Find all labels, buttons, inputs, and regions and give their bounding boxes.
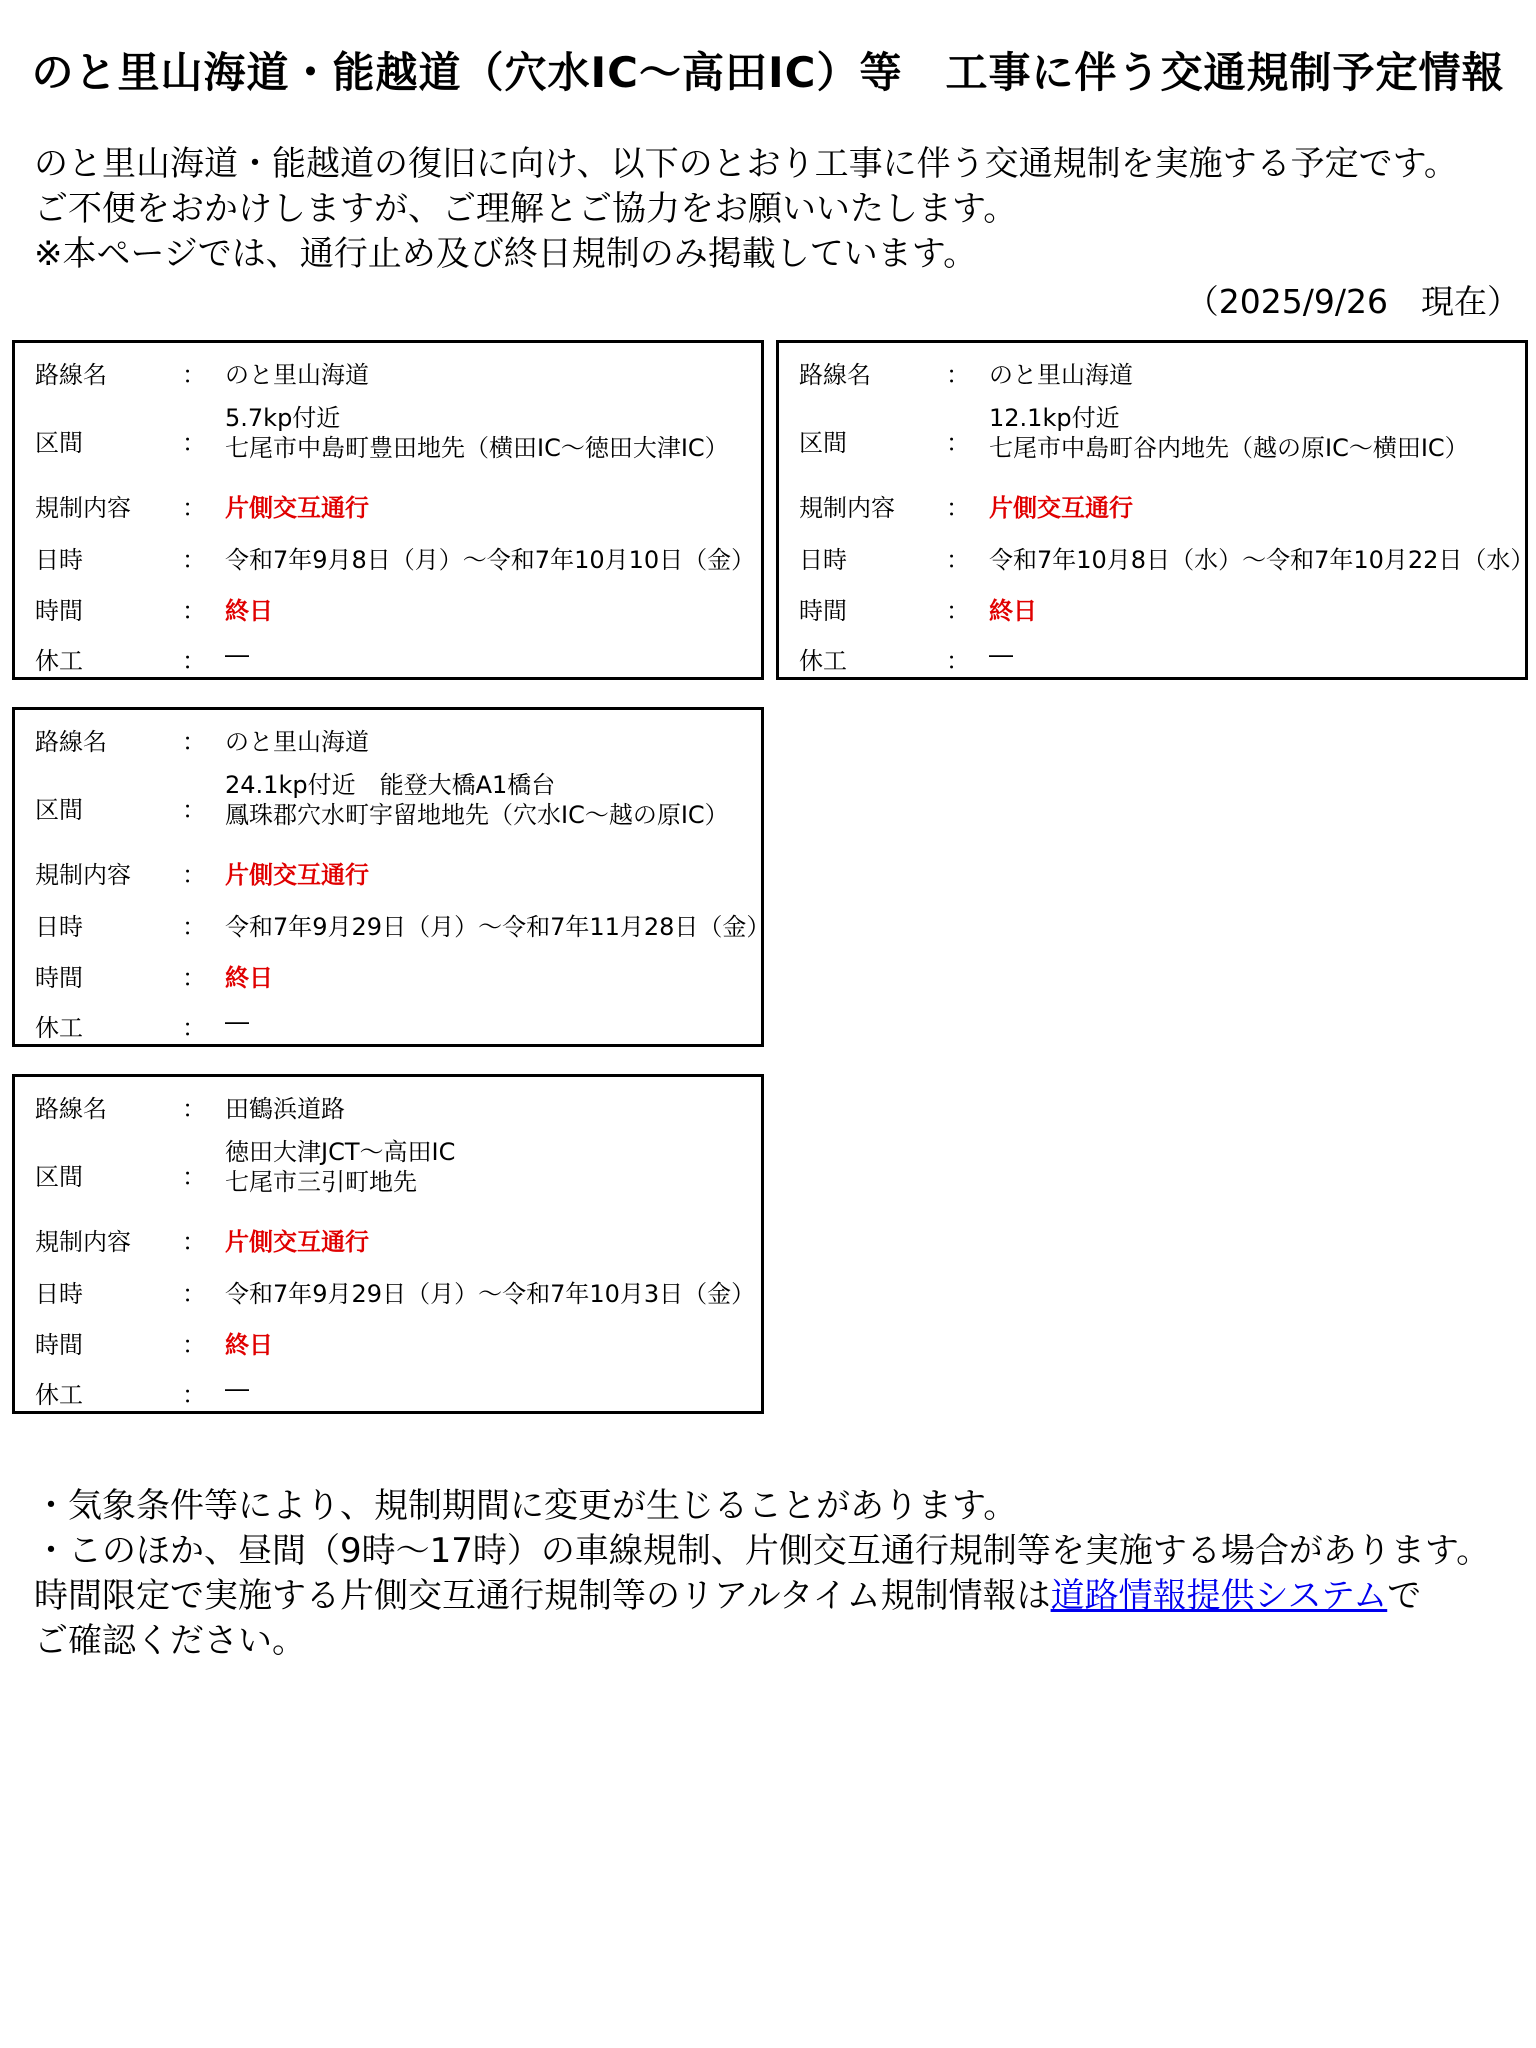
- note-line: [34, 1574, 1490, 1619]
- note-text: 時間限定で実施する片側交互通行規制等のリアルタイム規制情報は: [34, 1576, 1051, 1616]
- section-line: 七尾市中島町豊田地先（横田IC～徳田大津IC）: [225, 434, 729, 462]
- notes: [34, 1484, 1490, 1664]
- intro-text: [34, 142, 1458, 277]
- route-value: のと里山海道: [225, 728, 369, 756]
- time-value: 終日: [225, 597, 273, 625]
- regulation-value: 片側交互通行: [225, 494, 369, 522]
- regulation-label: 規制内容: [35, 1228, 131, 1256]
- note-line: ご確認ください。: [34, 1621, 306, 1661]
- separator: ：: [182, 1381, 206, 1409]
- separator: ：: [182, 1095, 206, 1123]
- regulation-card-2: [776, 340, 1535, 680]
- regulation-value: 片側交互通行: [225, 861, 369, 889]
- separator: ：: [182, 1163, 206, 1191]
- page-title: のと里山海道・能越道（穴水IC～高田IC）等 工事に伴う交通規制予定情報: [31, 48, 1505, 97]
- datetime-value: 令和7年9月29日（月）～令和7年11月28日（金）: [225, 913, 771, 941]
- datetime-value: 令和7年9月29日（月）～令和7年10月3日（金）: [225, 1280, 756, 1308]
- section-value: [225, 770, 729, 830]
- separator: ：: [182, 361, 206, 389]
- regulation-value: 片側交互通行: [989, 494, 1133, 522]
- datetime-label: 日時: [35, 913, 83, 941]
- route-value: のと里山海道: [989, 361, 1133, 389]
- separator: ：: [946, 597, 970, 625]
- note-text: で: [1387, 1576, 1422, 1616]
- separator: ：: [182, 964, 206, 992]
- route-value: 田鶴浜道路: [225, 1095, 345, 1123]
- separator: ：: [946, 361, 970, 389]
- note-line: ・このほか、昼間（9時～17時）の車線規制、片側交互通行規制等を実施する場合があります。: [34, 1531, 1491, 1571]
- separator: ：: [946, 546, 970, 574]
- separator: ：: [182, 597, 206, 625]
- rest-label: 休工: [799, 647, 847, 675]
- rest-label: 休工: [35, 647, 83, 675]
- section-label: 区間: [35, 1163, 83, 1191]
- rest-value: ―: [225, 641, 249, 669]
- time-label: 時間: [35, 964, 83, 992]
- section-label: 区間: [799, 429, 847, 457]
- rest-value: ―: [225, 1375, 249, 1403]
- separator: ：: [182, 1331, 206, 1359]
- time-label: 時間: [35, 1331, 83, 1359]
- separator: ：: [946, 647, 970, 675]
- separator: ：: [946, 429, 970, 457]
- separator: ：: [182, 913, 206, 941]
- rest-label: 休工: [35, 1381, 83, 1409]
- section-line: 鳳珠郡穴水町宇留地地先（穴水IC～越の原IC）: [225, 801, 729, 829]
- section-line: 七尾市三引町地先: [225, 1168, 417, 1196]
- intro-line: のと里山海道・能越道の復旧に向け、以下のとおり工事に伴う交通規制を実施する予定です。: [34, 144, 1458, 184]
- regulation-label: 規制内容: [35, 494, 131, 522]
- regulation-card-4: [12, 1074, 764, 1414]
- section-value: [225, 403, 729, 463]
- time-value: 終日: [989, 597, 1037, 625]
- road-info-system-link[interactable]: 道路情報提供システム: [1050, 1576, 1388, 1616]
- route-label: 路線名: [799, 361, 871, 389]
- route-label: 路線名: [35, 361, 107, 389]
- regulation-label: 規制内容: [35, 861, 131, 889]
- regulation-card-3: [12, 707, 771, 1047]
- section-value: [989, 403, 1469, 463]
- datetime-value: 令和7年9月8日（月）～令和7年10月10日（金）: [225, 546, 756, 574]
- rest-value: ―: [989, 641, 1013, 669]
- rest-label: 休工: [35, 1014, 83, 1042]
- separator: ：: [182, 1228, 206, 1256]
- separator: ：: [182, 546, 206, 574]
- route-label: 路線名: [35, 1095, 107, 1123]
- time-label: 時間: [35, 597, 83, 625]
- as-of-date: （2025/9/26 現在）: [1185, 282, 1520, 321]
- section-line: 24.1kp付近 能登大橋A1橋台: [225, 771, 556, 799]
- separator: ：: [182, 429, 206, 457]
- section-value: [225, 1137, 455, 1197]
- separator: ：: [182, 796, 206, 824]
- section-line: 5.7kp付近: [225, 404, 341, 432]
- section-line: 七尾市中島町谷内地先（越の原IC～横田IC）: [989, 434, 1469, 462]
- route-value: のと里山海道: [225, 361, 369, 389]
- intro-line: ご不便をおかけしますが、ご理解とご協力をお願いいたします。: [34, 189, 1018, 229]
- regulation-value: 片側交互通行: [225, 1228, 369, 1256]
- rest-value: ―: [225, 1008, 249, 1036]
- intro-line: ※本ページでは、通行止め及び終日規制のみ掲載しています。: [34, 234, 978, 274]
- separator: ：: [182, 494, 206, 522]
- note-line: ・気象条件等により、規制期間に変更が生じることがあります。: [34, 1486, 1018, 1526]
- separator: ：: [182, 647, 206, 675]
- datetime-label: 日時: [35, 1280, 83, 1308]
- time-value: 終日: [225, 1331, 273, 1359]
- separator: ：: [182, 1014, 206, 1042]
- separator: ：: [182, 728, 206, 756]
- separator: ：: [182, 1280, 206, 1308]
- time-value: 終日: [225, 964, 273, 992]
- datetime-value: 令和7年10月8日（水）～令和7年10月22日（水）: [989, 546, 1535, 574]
- time-label: 時間: [799, 597, 847, 625]
- section-line: 徳田大津JCT～高田IC: [225, 1138, 456, 1166]
- regulation-label: 規制内容: [799, 494, 895, 522]
- datetime-label: 日時: [799, 546, 847, 574]
- route-label: 路線名: [35, 728, 107, 756]
- section-label: 区間: [35, 429, 83, 457]
- datetime-label: 日時: [35, 546, 83, 574]
- separator: ：: [182, 861, 206, 889]
- regulation-card-1: [12, 340, 764, 680]
- section-label: 区間: [35, 796, 83, 824]
- separator: ：: [946, 494, 970, 522]
- section-line: 12.1kp付近: [989, 404, 1120, 432]
